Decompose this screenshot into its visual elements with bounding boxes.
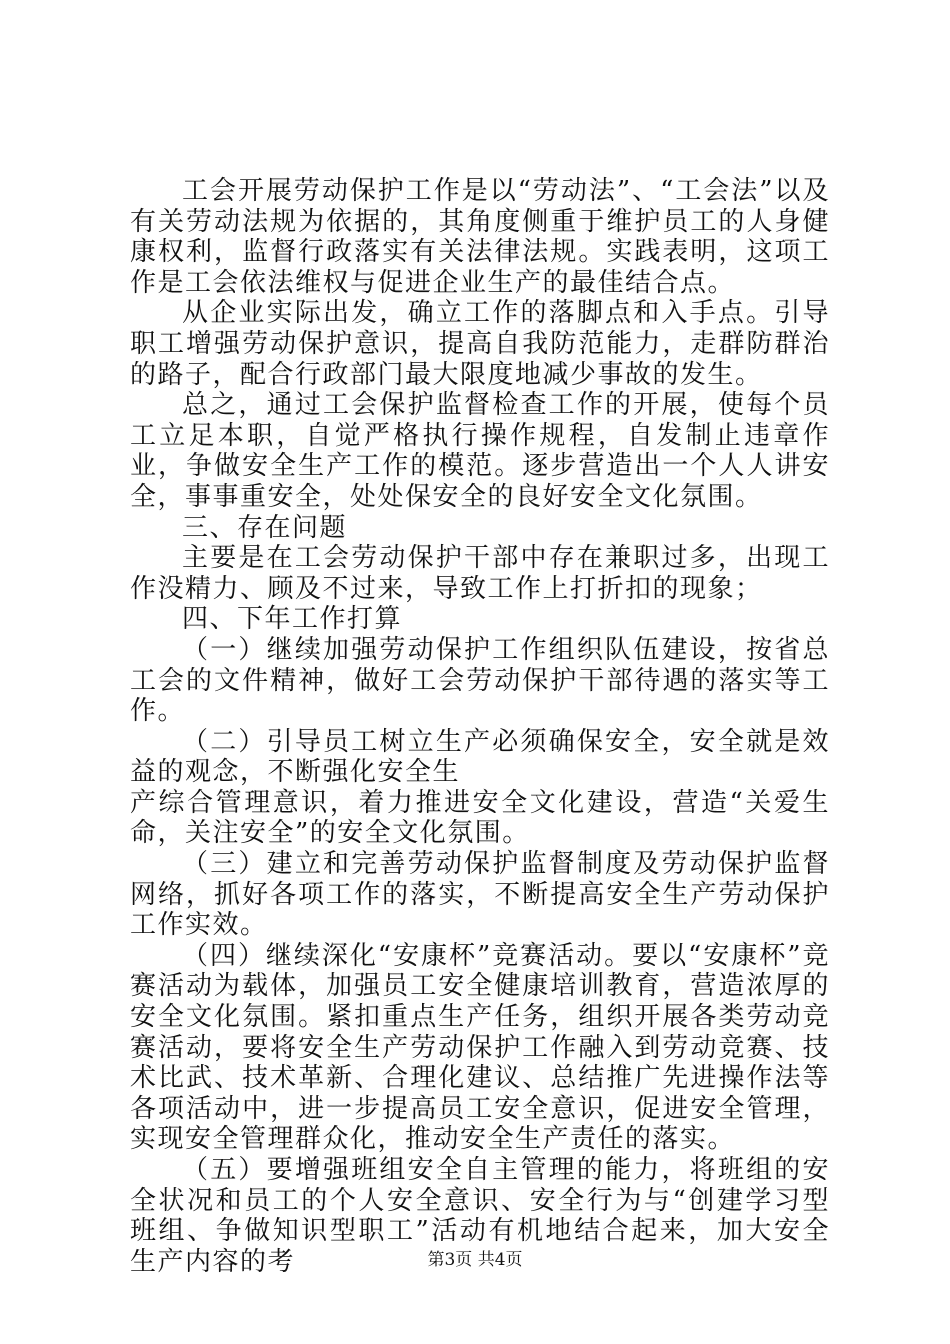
plan-item-3: （三）建立和完善劳动保护监督制度及劳动保护监督网络，抓好各项工作的落实，不断提高安全生产劳动保护工作实效。 bbox=[130, 849, 830, 941]
plan-item-4: （四）继续深化“安康杯”竞赛活动。要以“安康杯”竞赛活动为载体，加强员工安全健康培训教育，营造浓厚的安全文化氛围。紧扣重点生产任务，组织开展各类劳动竞赛活动，要将安全生产劳动保护工作融入到劳动竞赛、技术比武、技术革新、合理化建议、总结推广先进操作法等各项活动中，进一步提高员工安全意识，促进安全管理，实现安全管理群众化，推动安全生产责任的落实。 bbox=[130, 940, 830, 1155]
section-heading-next-year-plan: 四、下年工作打算 bbox=[182, 604, 403, 635]
plan-item-1: （一）继续加强劳动保护工作组织队伍建设，按省总工会的文件精神，做好工会劳动保护干部待遇的落实等工作。 bbox=[130, 634, 830, 727]
body-text bbox=[130, 176, 830, 1277]
section-heading-problems: 三、存在问题 bbox=[182, 512, 348, 543]
page-footer: 第3页 共4页 bbox=[427, 1250, 523, 1270]
paragraph-labor-law-basis: 工会开展劳动保护工作是以“劳动法”、“工会法”以及有关劳动法规为依据的，其角度侧重于维护员工的人身健康权利，监督行政落实有关法律法规。实践表明，这项工作是工会依法维权与促进企业生产的最佳结合点。 bbox=[130, 176, 830, 298]
paragraph-enterprise-practice: 从企业实际出发，确立工作的落脚点和入手点。引导职工增强劳动保护意识，提高自我防范能力，走群防群治的路子，配合行政部门最大限度地减少事故的发生。 bbox=[130, 298, 830, 390]
plan-item-2-continued: 产综合管理意识，着力推进安全文化建设，营造“关爱生命，关注安全”的安全文化氛围。 bbox=[130, 787, 830, 849]
paragraph-summary: 总之，通过工会保护监督检查工作的开展，使每个员工立足本职，自觉严格执行操作规程，自发制止违章作业，争做安全生产工作的模范。逐步营造出一个人人讲安全，事事重安全，处处保安全的良好安全文化氛围。 bbox=[130, 390, 830, 512]
plan-item-5: （五）要增强班组安全自主管理的能力，将班组的安全状况和员工的个人安全意识、安全行为与“创建学习型班组、争做知识型职工”活动有机地结合起来，加大安全生产内容的考 bbox=[130, 1155, 830, 1277]
paragraph-problems: 主要是在工会劳动保护干部中存在兼职过多，出现工作没精力、顾及不过来，导致工作上打折扣的现象； bbox=[130, 543, 830, 604]
plan-item-2: （二）引导员工树立生产必须确保安全，安全就是效益的观念，不断强化安全生 bbox=[130, 726, 830, 788]
